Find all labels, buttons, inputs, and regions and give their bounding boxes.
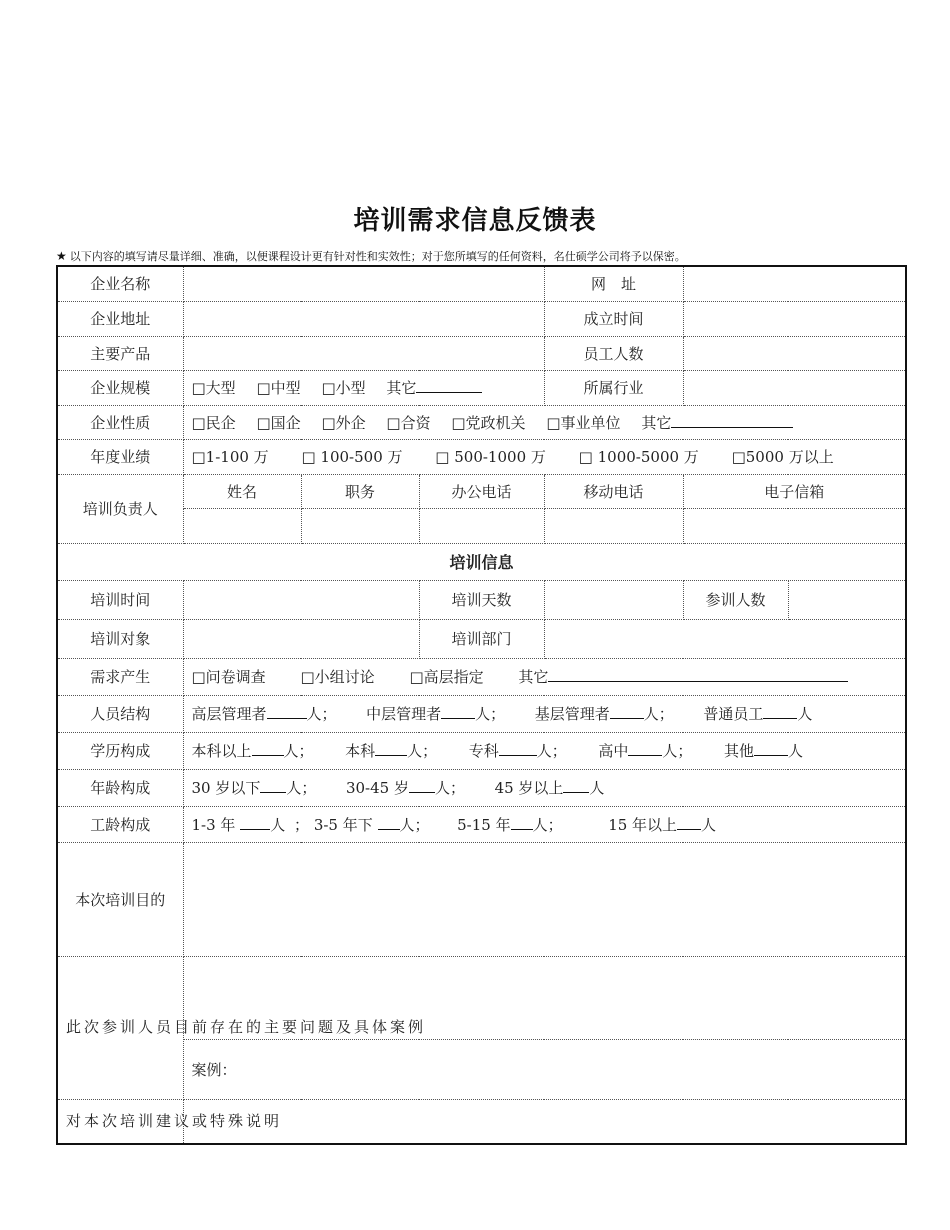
contact-title-field[interactable] xyxy=(301,508,419,543)
feedback-form-table xyxy=(56,265,907,1145)
goal-field[interactable] xyxy=(183,842,906,956)
revenue-options xyxy=(183,439,906,474)
contact-header-office-phone: 办公电话 xyxy=(419,474,544,508)
demand-options xyxy=(183,658,906,695)
education-label: 学历构成 xyxy=(57,732,183,769)
tenure-item-5-15: 5-15 年 xyxy=(457,815,511,834)
demand-label: 需求产生 xyxy=(57,658,183,695)
revenue-option-3[interactable]: □ 500-1000 万 xyxy=(435,448,546,466)
tenure-items: 1-3 年 人 ； 3-5 年下 人； 5-15 年 人； 15 年以上 人 xyxy=(183,806,906,842)
age-item-under-30: 30 岁以下 xyxy=(191,779,261,797)
age-item-30-45: 30-45 岁 xyxy=(345,779,409,797)
contact-email-field[interactable] xyxy=(683,508,906,543)
training-dept-field[interactable] xyxy=(544,619,906,658)
company-name-field[interactable] xyxy=(183,266,544,301)
advice-field[interactable] xyxy=(183,1099,906,1144)
education-above-bachelor-blank[interactable] xyxy=(252,741,284,756)
structure-label: 人员结构 xyxy=(57,695,183,732)
training-days-label: 培训天数 xyxy=(419,580,544,619)
scale-option-small[interactable]: □小型 xyxy=(321,379,366,397)
education-college-blank[interactable] xyxy=(499,741,537,756)
employees-field[interactable] xyxy=(683,336,906,370)
education-highschool-blank[interactable] xyxy=(628,741,662,756)
scale-other-blank[interactable] xyxy=(416,378,482,393)
structure-basic-blank[interactable] xyxy=(610,704,644,719)
star-icon: ★ xyxy=(56,249,67,263)
training-time-field[interactable] xyxy=(183,580,419,619)
contact-header-title: 职务 xyxy=(301,474,419,508)
nature-options xyxy=(183,405,906,439)
products-field[interactable] xyxy=(183,336,544,370)
nature-option-institution[interactable]: □事业单位 xyxy=(546,413,621,432)
training-section-title: 培训信息 xyxy=(57,543,906,580)
demand-other-blank[interactable] xyxy=(548,667,848,682)
founded-field[interactable] xyxy=(683,301,906,336)
education-item-college: 专科 xyxy=(468,742,499,760)
issues-label: 此次参训人员目前存在的主要问题及具体案例 xyxy=(57,956,183,1099)
education-item-bachelor: 本科 xyxy=(345,742,376,760)
form-note xyxy=(56,248,916,264)
industry-label: 所属行业 xyxy=(544,370,683,405)
website-label: 网 址 xyxy=(544,266,683,301)
nature-other-blank[interactable] xyxy=(671,413,793,428)
note-text: 以下内容的填写请尽量详细、准确，以便课程设计更有针对性和实效性；对于您所填写的任何资料，名仕硕学公司将予以保密。 xyxy=(69,250,686,263)
company-address-label: 企业地址 xyxy=(57,301,183,336)
contact-header-email: 电子信箱 xyxy=(683,474,906,508)
contact-office-phone-field[interactable] xyxy=(419,508,544,543)
structure-items: 高层管理者 人； 中层管理者 人； 基层管理者 人； 普通员工 人 xyxy=(183,695,906,732)
goal-label: 本次培训目的 xyxy=(57,842,183,956)
case-field[interactable] xyxy=(183,1039,906,1099)
nature-label: 企业性质 xyxy=(57,405,183,439)
founded-label: 成立时间 xyxy=(544,301,683,336)
nature-other-label: 其它 xyxy=(641,413,672,432)
tenure-over-15-blank[interactable] xyxy=(677,815,701,830)
demand-other-label: 其它 xyxy=(518,668,549,686)
nature-option-joint[interactable]: □合资 xyxy=(386,413,431,432)
scale-other-label: 其它 xyxy=(386,379,417,397)
structure-item-middle: 中层管理者 xyxy=(366,705,442,723)
employees-label: 员工人数 xyxy=(544,336,683,370)
structure-staff-blank[interactable] xyxy=(763,704,797,719)
tenure-item-1-3: 1-3 年 xyxy=(191,815,236,834)
nature-option-private[interactable]: □民企 xyxy=(191,413,236,432)
scale-option-large[interactable]: □大型 xyxy=(191,379,236,397)
nature-option-state[interactable]: □国企 xyxy=(256,413,301,432)
structure-senior-blank[interactable] xyxy=(267,704,307,719)
advice-label: 对本次培训建议或特殊说明 xyxy=(57,1099,183,1144)
structure-item-senior: 高层管理者 xyxy=(191,705,267,723)
education-item-highschool: 高中 xyxy=(598,742,629,760)
training-dept-label: 培训部门 xyxy=(419,619,544,658)
revenue-option-4[interactable]: □ 1000-5000 万 xyxy=(578,448,699,466)
demand-option-executive[interactable]: □高层指定 xyxy=(409,668,484,686)
form-title: 培训需求信息反馈表 xyxy=(353,206,597,236)
revenue-option-1[interactable]: □1-100 万 xyxy=(191,448,269,466)
revenue-option-2[interactable]: □ 100-500 万 xyxy=(301,448,403,466)
products-label: 主要产品 xyxy=(57,336,183,370)
revenue-option-5[interactable]: □5000 万以上 xyxy=(731,448,834,466)
tenure-item-over-15: 15 年以上 xyxy=(608,815,678,834)
participants-label: 参训人数 xyxy=(683,580,788,619)
nature-option-foreign[interactable]: □外企 xyxy=(321,413,366,432)
structure-item-basic: 基层管理者 xyxy=(534,705,610,723)
contact-header-name: 姓名 xyxy=(183,474,301,508)
training-target-label: 培训对象 xyxy=(57,619,183,658)
company-address-field[interactable] xyxy=(183,301,544,336)
education-other-blank[interactable] xyxy=(754,741,788,756)
tenure-5-15-blank[interactable] xyxy=(511,815,533,830)
training-days-field[interactable] xyxy=(544,580,683,619)
industry-field[interactable] xyxy=(683,370,906,405)
age-label: 年龄构成 xyxy=(57,769,183,806)
education-item-other: 其他 xyxy=(723,742,754,760)
demand-option-survey[interactable]: □问卷调查 xyxy=(191,668,266,686)
tenure-1-3-blank[interactable] xyxy=(240,815,270,830)
contact-label: 培训负责人 xyxy=(57,474,183,543)
age-under-30-blank[interactable] xyxy=(260,778,286,793)
training-target-field[interactable] xyxy=(183,619,419,658)
tenure-item-3-5: 3-5 年下 xyxy=(313,815,373,834)
contact-header-mobile: 移动电话 xyxy=(544,474,683,508)
website-field[interactable] xyxy=(683,266,906,301)
age-items: 30 岁以下 人； 30-45 岁 人； 45 岁以上 人 xyxy=(183,769,906,806)
age-item-over-45: 45 岁以上 xyxy=(494,779,564,797)
structure-item-staff: 普通员工 xyxy=(703,705,764,723)
age-over-45-blank[interactable] xyxy=(563,778,589,793)
contact-name-field[interactable] xyxy=(183,508,301,543)
scale-options xyxy=(183,370,544,405)
education-bachelor-blank[interactable] xyxy=(375,741,407,756)
education-items: 本科以上 人； 本科 人； 专科 人； 高中 人； 其他 人 xyxy=(183,732,906,769)
nature-option-government[interactable]: □党政机关 xyxy=(451,413,526,432)
education-item-above-bachelor: 本科以上 xyxy=(191,742,252,760)
scale-label: 企业规模 xyxy=(57,370,183,405)
tenure-3-5-blank[interactable] xyxy=(378,815,400,830)
participants-field[interactable] xyxy=(788,580,906,619)
tenure-label: 工龄构成 xyxy=(57,806,183,842)
case-label: 案例： xyxy=(191,1060,237,1079)
age-30-45-blank[interactable] xyxy=(409,778,435,793)
revenue-label: 年度业绩 xyxy=(57,439,183,474)
structure-middle-blank[interactable] xyxy=(441,704,475,719)
demand-option-group[interactable]: □小组讨论 xyxy=(300,668,375,686)
training-time-label: 培训时间 xyxy=(57,580,183,619)
contact-mobile-field[interactable] xyxy=(544,508,683,543)
company-name-label: 企业名称 xyxy=(57,266,183,301)
scale-option-medium[interactable]: □中型 xyxy=(256,379,301,397)
